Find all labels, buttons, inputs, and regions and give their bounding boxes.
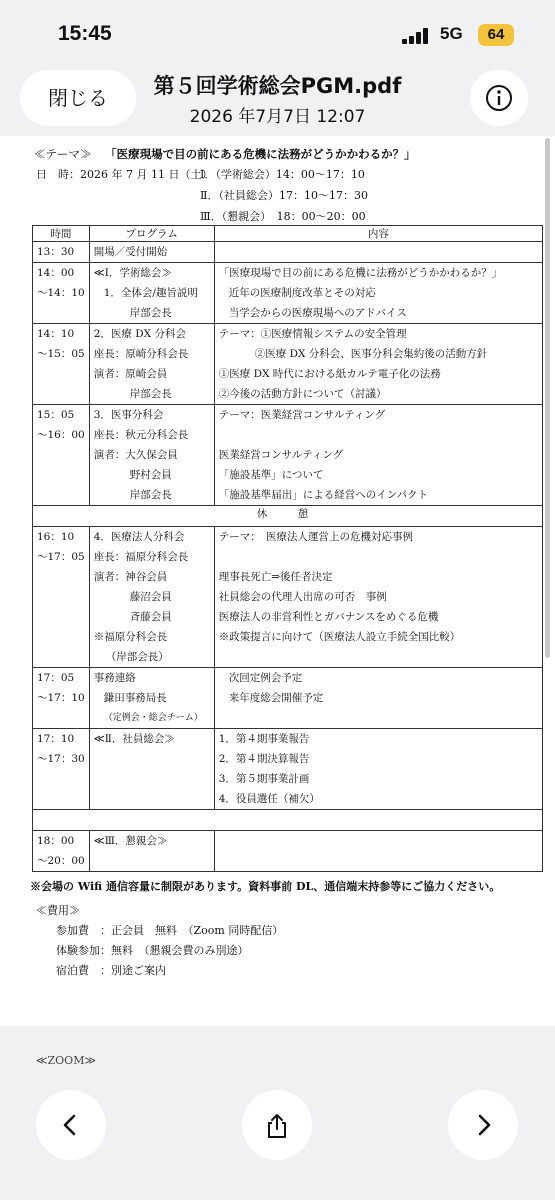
content-line [219, 547, 538, 567]
program-cell [89, 729, 214, 810]
signal-icon [402, 28, 432, 44]
time-line: ～17：10 [37, 692, 85, 704]
content-line: 4．役員選任（補欠） [218, 793, 320, 805]
content-cell [214, 405, 542, 506]
program-cell [89, 263, 214, 324]
content-cell [214, 242, 542, 263]
program-line: 岸部会長 [129, 307, 172, 319]
program-line: 野村会員 [129, 469, 172, 481]
table-row [33, 831, 543, 872]
fee-heading: ≪費用≫ [36, 904, 80, 917]
content-line: 1．第４期事業報告 [218, 733, 310, 745]
program-line: 藤沼会員 [129, 591, 172, 603]
content-line [219, 425, 538, 445]
pdf-page[interactable] [0, 136, 555, 1026]
content-line: 来年度総会開催予定 [228, 692, 324, 704]
network-label: 5G [440, 24, 463, 43]
break-label: 休 憩 [33, 506, 543, 527]
content-cell [214, 527, 542, 668]
program-cell [89, 324, 214, 405]
time-line: ～17：30 [37, 753, 85, 765]
content-cell [214, 668, 542, 729]
time-cell [33, 831, 90, 872]
program-table [32, 225, 543, 872]
program-line [94, 769, 210, 789]
table-header-row [33, 226, 543, 242]
program-cell [89, 831, 214, 872]
next-page-button[interactable] [448, 1090, 518, 1160]
content-line: 3．第５期事業計画 [218, 773, 310, 785]
time-line: 14：10 [37, 328, 75, 340]
program-line [94, 749, 210, 769]
program-line [94, 789, 210, 809]
time-cell [33, 324, 90, 405]
content-line [219, 708, 538, 728]
time-line: 18：00 [37, 835, 75, 847]
program-cell [89, 668, 214, 729]
program-line: 鎌田事務局長 [103, 692, 167, 704]
program-line: 岸部会長 [129, 489, 172, 501]
theme-line [34, 146, 416, 162]
content-line: 医業経営コンサルティング [218, 449, 344, 461]
break-row [33, 506, 543, 527]
previous-page-button[interactable] [36, 1090, 106, 1160]
time-line: 15：05 [37, 409, 75, 421]
program-cell [89, 527, 214, 668]
time-line: ～20：00 [37, 855, 85, 867]
time-line: ～16：00 [37, 429, 85, 441]
program-cell [89, 242, 214, 263]
content-line [219, 242, 538, 262]
program-line: 演者：原崎会員 [93, 368, 168, 380]
content-line: 理事長死亡⇒後任者決定 [218, 571, 333, 583]
content-cell [214, 324, 542, 405]
time-cell [33, 242, 90, 263]
time-cell [33, 729, 90, 810]
content-line: テーマ：①医療情報システムの安全管理 [218, 328, 407, 340]
content-line: 医療法人の非営利性とガバナンスをめぐる危機 [218, 611, 439, 623]
schedule-item: Ⅲ．（懇親会） 18：00～20：00 [200, 210, 366, 223]
time-line: ～15：05 [37, 348, 85, 360]
table-row [33, 668, 543, 729]
time-line: 17：10 [37, 733, 75, 745]
close-button[interactable]: 閉じる [20, 70, 136, 126]
content-line: 「施設基準届出」による経営へのインパクト [218, 489, 428, 501]
schedule-item: Ⅰ．（学術総会）14：00～17：10 [200, 168, 365, 181]
info-button[interactable] [470, 70, 528, 126]
content-line: ②医療 DX 分科会、医事分科会集約後の活動方針 [254, 348, 488, 360]
content-cell [214, 263, 542, 324]
table-row [33, 324, 543, 405]
content-line: 近年の医療制度改革とその対応 [228, 287, 376, 299]
program-line: 座長：原崎分科会長 [93, 348, 189, 360]
time-cell [33, 527, 90, 668]
content-line: ①医療 DX 時代における紙カルテ電子化の法務 [218, 368, 441, 380]
program-line: 開場／受付開始 [93, 246, 168, 258]
time-line: ～14：10 [37, 287, 85, 299]
header-content: 内容 [214, 226, 542, 242]
time-line: 16：10 [37, 531, 75, 543]
program-line: （岸部会長） [105, 651, 169, 663]
nav-bar [0, 60, 555, 136]
blank-row [33, 810, 543, 831]
program-line: 1．全体会/趣旨説明 [103, 287, 198, 299]
content-line: ②今後の活動方針について（討議） [218, 388, 387, 400]
time-line: ～17：05 [37, 551, 85, 563]
document-title: 第５回学術総会PGM.pdf [153, 74, 402, 98]
program-line: 座長：秋元分科会長 [93, 429, 189, 441]
content-line: 「医療現場で目の前にある危機に法務がどうかかわるか？」 [218, 267, 503, 279]
content-line: テーマ：医業経営コンサルティング [218, 409, 386, 421]
share-icon [265, 1113, 289, 1139]
time-cell [33, 668, 90, 729]
fee-line: 体験参加：無料 （懇親会費のみ別途） [56, 944, 249, 957]
wifi-notice: ※会場の Wifi 通信容量に制限があります。資料事前 DL、通信端末持参等にご協力ください。 [30, 880, 501, 893]
time-cell [33, 405, 90, 506]
time-cell [33, 263, 90, 324]
fee-line: 宿泊費 ：別途ご案内 [56, 964, 166, 977]
program-line: 斉藤会員 [129, 611, 172, 623]
document-date: 2026 年7月7日 12:07 [189, 107, 366, 127]
battery-icon: 64 [478, 24, 514, 46]
table-row [33, 242, 543, 263]
time-line: 17：05 [37, 672, 75, 684]
content-line: ※政策提言に向けて（医療法人設立手続全国比較） [218, 631, 461, 643]
content-line: 2．第４期決算報告 [218, 753, 310, 765]
program-line: 演者：大久保会員 [93, 449, 178, 461]
time-line: 13：30 [37, 246, 75, 258]
table-row [33, 263, 543, 324]
status-bar [0, 0, 555, 60]
program-line: 4．医療法人分科会 [93, 531, 185, 543]
content-line [219, 831, 538, 851]
blank-cell [33, 810, 543, 831]
content-cell [214, 831, 542, 872]
content-line: 当学会からの医療現場へのアドバイス [228, 307, 407, 319]
time-line: 14：00 [37, 267, 75, 279]
program-line: 3．医事分科会 [93, 409, 164, 421]
program-line: 事務連絡 [93, 672, 136, 684]
content-line: 「施設基準」について [218, 469, 324, 481]
table-row [33, 405, 543, 506]
fee-line: 参加費 ：正会員 無料 （Zoom 同時配信） [56, 924, 284, 937]
theme-prefix: ≪テーマ≫ [34, 147, 92, 161]
content-line: 社員総会の代理人出席の可否 事例 [218, 591, 387, 603]
chevron-left-icon [59, 1113, 83, 1137]
schedule-label: 日 時：2026 年 7 月 11 日（土） [36, 168, 213, 181]
program-line: 座長：福原分科会長 [93, 551, 189, 563]
program-line: 岸部会長 [129, 388, 172, 400]
program-line: ※福原分科会長 [93, 631, 168, 643]
program-line: ≪Ⅲ．懇親会≫ [93, 835, 168, 847]
header-program: プログラム [89, 226, 214, 242]
status-time: 15:45 [58, 22, 112, 45]
program-line: （定例会・総会チーム） [103, 713, 203, 723]
chevron-right-icon [471, 1113, 495, 1137]
table-row [33, 729, 543, 810]
schedule-item: Ⅱ．（社員総会）17：10～17：30 [200, 189, 368, 202]
content-line: テーマ： 医療法人運営上の危機対応事例 [218, 531, 413, 543]
scrollbar[interactable] [545, 138, 550, 658]
program-line: ≪Ⅰ．学術総会≫ [93, 267, 172, 279]
content-line [219, 647, 538, 667]
content-line [219, 851, 538, 871]
program-line [94, 851, 210, 871]
info-icon [470, 70, 528, 126]
table-row [33, 527, 543, 668]
content-line: 次回定例会予定 [228, 672, 303, 684]
theme-text: 「医療現場で目の前にある危機に法務がどうかかわるか？」 [105, 147, 416, 161]
program-line: ≪Ⅱ．社員総会≫ [93, 733, 175, 745]
content-cell [214, 729, 542, 810]
zoom-label: ≪ZOOM≫ [36, 1054, 96, 1067]
program-line: 2．医療 DX 分科会 [93, 328, 186, 340]
program-cell [89, 405, 214, 506]
header-time: 時間 [33, 226, 90, 242]
share-button[interactable] [242, 1090, 312, 1160]
program-line: 演者：神谷会員 [93, 571, 168, 583]
